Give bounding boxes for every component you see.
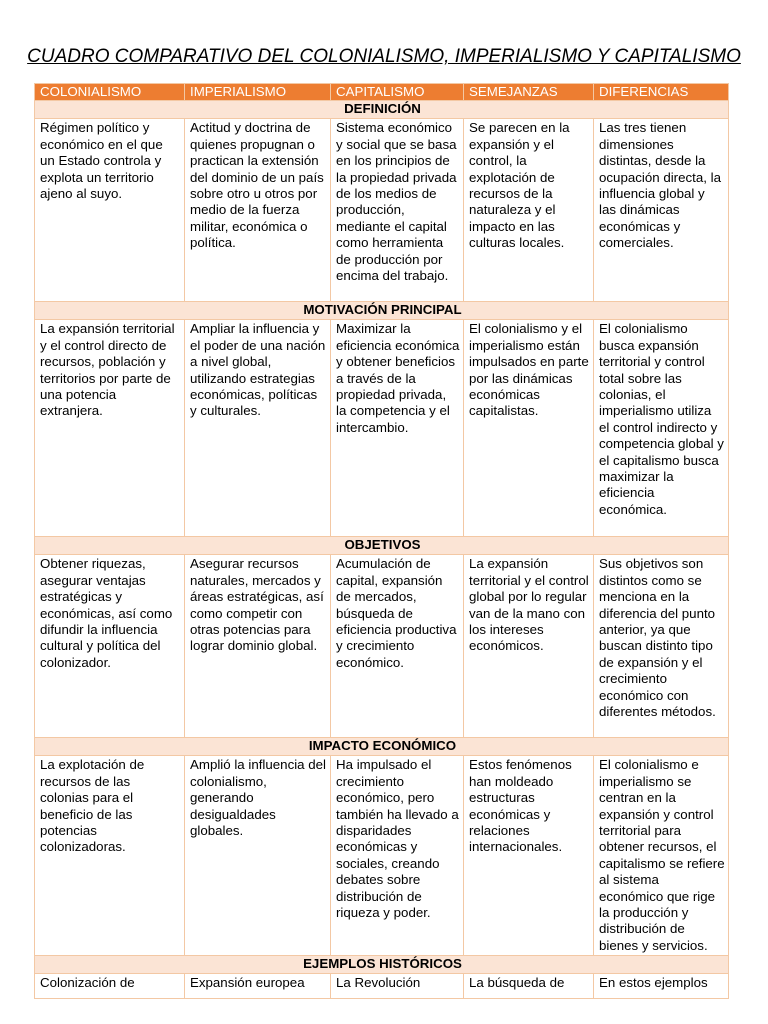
cell-colonialismo: La explotación de recursos de las colonias para el beneficio de las potencias colonizadoras.	[35, 756, 185, 956]
table-header-row	[35, 84, 729, 101]
cell-diferencias: Las tres tienen dimensiones distintas, desde la ocupación directa, la influencia global y las dinámicas económicas y comerciales.	[594, 119, 729, 302]
column-header-imperialismo: IMPERIALISMO	[185, 84, 331, 101]
section-heading-objetivos: OBJETIVOS	[35, 537, 729, 555]
section-heading-row	[35, 302, 729, 320]
cell-capitalismo: Acumulación de capital, expansión de mercados, búsqueda de eficiencia productiva y crecimiento económico.	[331, 555, 464, 738]
section-heading-row	[35, 537, 729, 555]
cell-colonialismo: Régimen político y económico en el que un Estado controla y explota un territorio ajeno al suyo.	[35, 119, 185, 302]
column-header-colonialismo: COLONIALISMO	[35, 84, 185, 101]
cell-semejanzas: La búsqueda de	[464, 974, 594, 999]
cell-semejanzas: Se parecen en la expansión y el control, la explotación de recursos de la naturaleza y el impacto en las culturas locales.	[464, 119, 594, 302]
cell-imperialismo: Asegurar recursos naturales, mercados y áreas estratégicas, así como competir con otras potencias para lograr dominio global.	[185, 555, 331, 738]
table-row	[35, 119, 729, 302]
cell-colonialismo: Obtener riquezas, asegurar ventajas estratégicas y económicas, así como difundir la influencia cultural y política del colonizador.	[35, 555, 185, 738]
cell-diferencias: El colonialismo e imperialismo se centran en la expansión y control territorial para obtener recursos, el capitalismo se refiere al sistema económico que rige la producción y distribución de bienes y servicios.	[594, 756, 729, 956]
cell-imperialismo: Ampliar la influencia y el poder de una nación a nivel global, utilizando estrategias económicas, políticas y culturales.	[185, 320, 331, 537]
cell-capitalismo: La Revolución	[331, 974, 464, 999]
section-heading-impacto-economico: IMPACTO ECONÓMICO	[35, 738, 729, 756]
table-row	[35, 555, 729, 738]
table-row	[35, 320, 729, 537]
cell-imperialismo: Amplió la influencia del colonialismo, generando desigualdades globales.	[185, 756, 331, 956]
cell-semejanzas: La expansión territorial y el control global por lo regular van de la mano con los intereses económicos.	[464, 555, 594, 738]
table-row	[35, 756, 729, 956]
section-heading-row	[35, 738, 729, 756]
cell-capitalismo: Ha impulsado el crecimiento económico, pero también ha llevado a disparidades económicas y sociales, creando debates sobre distribución de riqueza y poder.	[331, 756, 464, 956]
column-header-diferencias: DIFERENCIAS	[594, 84, 729, 101]
cell-colonialismo: La expansión territorial y el control directo de recursos, población y territorios por parte de una potencia extranjera.	[35, 320, 185, 537]
cell-capitalismo: Sistema económico y social que se basa en los principios de la propiedad privada de los medios de producción, mediante el capital como herramienta de producción por encima del trabajo.	[331, 119, 464, 302]
section-heading-row	[35, 101, 729, 119]
cell-semejanzas: Estos fenómenos han moldeado estructuras económicas y relaciones internacionales.	[464, 756, 594, 956]
cell-diferencias: Sus objetivos son distintos como se menciona en la diferencia del punto anterior, ya que buscan distinto tipo de expansión y el crecimiento económico con diferentes métodos.	[594, 555, 729, 738]
column-header-capitalismo: CAPITALISMO	[331, 84, 464, 101]
document-title: CUADRO COMPARATIVO DEL COLONIALISMO, IMPERIALISMO Y CAPITALISMO	[27, 46, 741, 67]
table-row	[35, 974, 729, 999]
cell-diferencias: El colonialismo busca expansión territorial y control total sobre las colonias, el imperialismo utiliza el control indirecto y competencia global y el capitalismo busca maximizar la eficiencia económica.	[594, 320, 729, 537]
section-heading-motivacion: MOTIVACIÓN PRINCIPAL	[35, 302, 729, 320]
cell-diferencias: En estos ejemplos	[594, 974, 729, 999]
cell-semejanzas: El colonialismo y el imperialismo están impulsados en parte por las dinámicas económicas capitalistas.	[464, 320, 594, 537]
cell-capitalismo: Maximizar la eficiencia económica y obtener beneficios a través de la propiedad privada, la competencia y el intercambio.	[331, 320, 464, 537]
section-heading-definicion: DEFINICIÓN	[35, 101, 729, 119]
comparison-table	[34, 83, 729, 999]
section-heading-ejemplos-historicos: EJEMPLOS HISTÓRICOS	[35, 956, 729, 974]
column-header-semejanzas: SEMEJANZAS	[464, 84, 594, 101]
cell-colonialismo: Colonización de	[35, 974, 185, 999]
cell-imperialismo: Actitud y doctrina de quienes propugnan o practican la extensión del dominio de un país sobre otro u otros por medio de la fuerza militar, económica o política.	[185, 119, 331, 302]
cell-imperialismo: Expansión europea	[185, 974, 331, 999]
section-heading-row	[35, 956, 729, 974]
